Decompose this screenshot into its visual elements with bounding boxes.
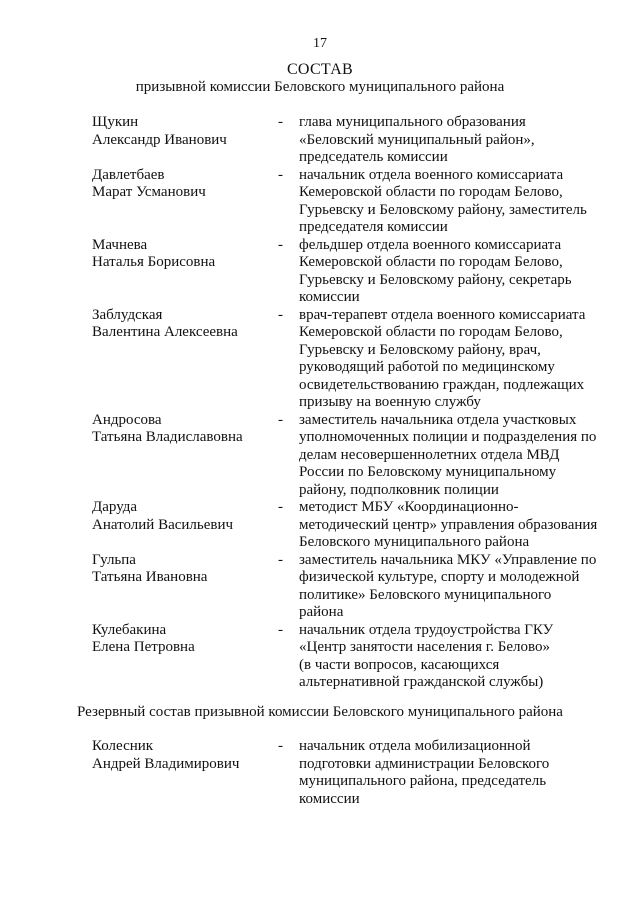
member-dash: - xyxy=(278,411,283,428)
member-role: методист МБУ «Координационно- методический центр» управления образования Беловского муниципального района xyxy=(299,499,598,550)
member-name: Заблудская Валентина Алексеевна xyxy=(92,306,238,340)
member-dash: - xyxy=(278,551,283,568)
member-dash: - xyxy=(278,738,283,754)
member-role: глава муниципального образования «Беловский муниципальный район», председатель комиссии xyxy=(299,114,535,165)
member-name: Мачнева Наталья Борисовна xyxy=(92,236,216,270)
member-name: Гульпа Татьяна Ивановна xyxy=(92,551,208,585)
member-name: Даруда Анатолий Васильевич xyxy=(92,499,234,533)
member-row xyxy=(92,307,612,412)
member-dash: - xyxy=(278,114,283,130)
member-role: начальник отдела трудоустройства ГКУ «Центр занятости населения г. Белово» (в части вопросов, касающихся альтернативной гражданской службы) xyxy=(299,621,554,690)
member-role: заместитель начальника МКУ «Управление по физической культуре, спорту и молодежной политике» Беловского муниципального района xyxy=(299,551,597,620)
member-name: Андросова Татьяна Владиславовна xyxy=(92,411,243,445)
member-role: начальник отдела военного комиссариата Кемеровской области по городам Белово, Гурьевску и Беловскому району, заместитель председателя комиссии xyxy=(299,166,587,235)
member-name: Давлетбаев Марат Усманович xyxy=(92,166,206,200)
member-role: заместитель начальника отдела участковых уполномоченных полиции и подразделения по делам несовершеннолетних отдела МВД России по Беловскому муниципальному району, подполковник полиции xyxy=(299,411,597,498)
member-row xyxy=(92,237,612,307)
member-name: Щукин Александр Иванович xyxy=(92,114,227,148)
reserve-heading: Резервный состав призывной комиссии Беловского муниципального района xyxy=(77,704,563,720)
member-dash: - xyxy=(278,306,283,323)
member-name: Колесник Андрей Владимирович xyxy=(92,738,240,772)
page-number: 17 xyxy=(313,36,327,51)
member-role: врач-терапевт отдела военного комиссариата Кемеровской области по городам Белово, Гурьевску и Беловскому району, врач, руководящий работой по медицинскому освидетельствованию граждан, подлежащих призыву на военную службу xyxy=(299,306,586,410)
member-role: фельдшер отдела военного комиссариата Кемеровской области по городам Белово, Гурьевску и Беловскому району, секретарь комиссии xyxy=(299,236,572,305)
members-list xyxy=(92,114,612,692)
member-dash: - xyxy=(278,621,283,638)
member-row xyxy=(92,738,612,808)
reserve-members-list xyxy=(92,738,612,808)
member-dash: - xyxy=(278,166,283,183)
member-row xyxy=(92,622,612,692)
member-dash: - xyxy=(278,499,283,515)
member-row xyxy=(92,412,612,500)
member-name: Кулебакина Елена Петровна xyxy=(92,621,195,655)
member-row xyxy=(92,499,612,552)
member-dash: - xyxy=(278,236,283,253)
member-role: начальник отдела мобилизационной подготовки администрации Беловского муниципального района, председатель комиссии xyxy=(299,738,550,807)
member-row xyxy=(92,167,612,237)
member-row xyxy=(92,552,612,622)
member-row xyxy=(92,114,612,167)
document-subtitle: призывной комиссии Беловского муниципального района xyxy=(135,79,505,95)
document-title: СОСТАВ xyxy=(286,61,354,78)
